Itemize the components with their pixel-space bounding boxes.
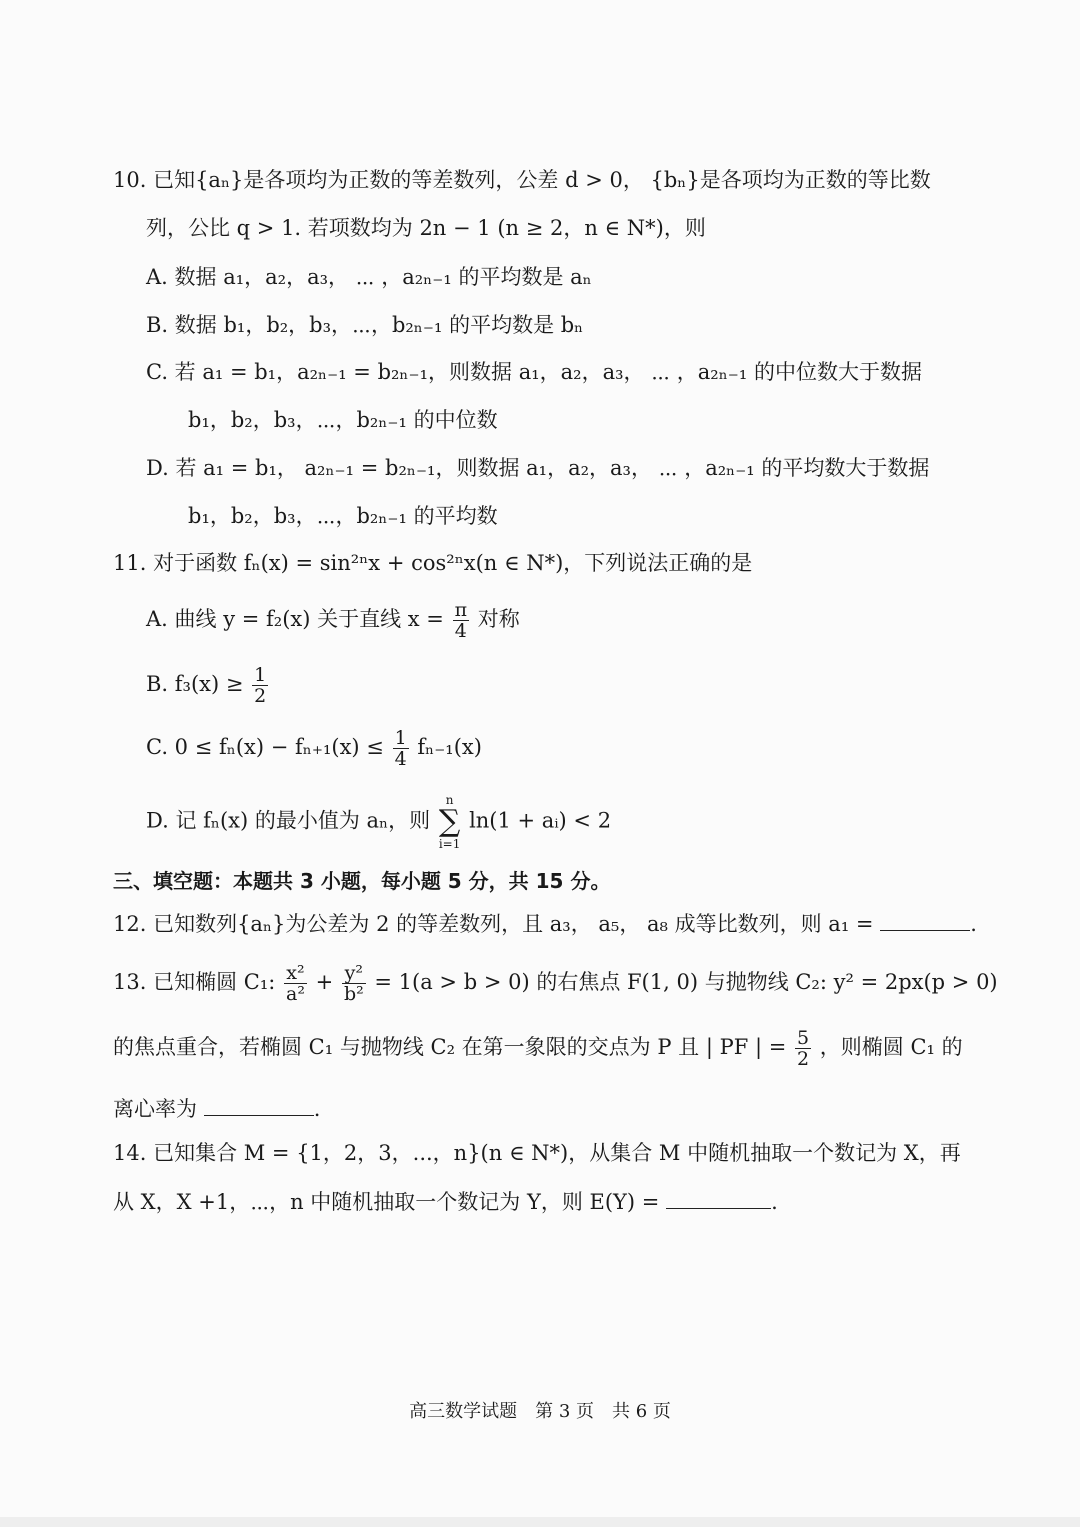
fraction-numerator: π <box>454 599 468 621</box>
q11-option-d <box>146 793 611 851</box>
q11-option-a-tail: 对称 <box>477 607 520 631</box>
fraction-denominator: a² <box>286 983 305 1005</box>
fraction-numerator: 1 <box>394 727 407 749</box>
q10-option-a: A. 数据 a₁，a₂，a₃， ⋯ ，a₂ₙ₋₁ 的平均数是 aₙ <box>146 265 592 289</box>
q10-option-d-line2: b₁，b₂，b₃，⋯，b₂ₙ₋₁ 的平均数 <box>188 504 498 528</box>
q11-option-b-fraction <box>252 665 268 706</box>
q11-option-c-text: C. 0 ≤ fₙ(x) − fₙ₊₁(x) ≤ <box>146 735 384 759</box>
fraction-numerator: 5 <box>797 1027 810 1049</box>
q13-line2 <box>113 1028 963 1069</box>
q13-fraction-x <box>284 963 307 1004</box>
q13-line3-text: 离心率为 <box>113 1097 197 1121</box>
q11-option-c-tail: fₙ₋₁(x) <box>417 735 482 759</box>
q14-line1: 14. 已知集合 M = {1，2，3，...，n}(n ∈ N*)，从集合 M 中随机抽取一个数记为 X，再 <box>113 1141 961 1165</box>
q13-fraction-pf <box>795 1028 811 1069</box>
fraction-numerator: x² <box>284 963 307 984</box>
fraction-denominator: 2 <box>797 1048 810 1070</box>
q14-line2-text: 从 X，X +1，⋯，n 中随机抽取一个数记为 Y，则 E(Y) = <box>113 1190 660 1214</box>
page-footer: 高三数学试题 第 3 页 共 6 页 <box>409 1401 671 1422</box>
q10-line2: 列，公比 q > 1. 若项数均为 2n − 1 (n ≥ 2，n ∈ N*)，则 <box>146 216 706 240</box>
page-bottom-edge <box>0 1517 1080 1527</box>
q10-option-c-line2: b₁，b₂，b₃，⋯，b₂ₙ₋₁ 的中位数 <box>188 408 498 432</box>
q13-line3: 离心率为 . <box>113 1097 321 1121</box>
section-title: 三、填空题：本题共 3 小题，每小题 5 分，共 15 分。 <box>113 869 611 893</box>
fraction-denominator: 4 <box>394 748 407 770</box>
q13-line2-tail: ，则椭圆 C₁ 的 <box>819 1035 963 1059</box>
q10-option-b: B. 数据 b₁，b₂，b₃，⋯，b₂ₙ₋₁ 的平均数是 bₙ <box>146 313 584 337</box>
q13-line2-text: 的焦点重合，若椭圆 C₁ 与抛物线 C₂ 在第一象限的交点为 P 且 | PF | = <box>113 1035 787 1059</box>
q11-option-a-text: A. 曲线 y = f₂(x) 关于直线 x = <box>146 607 444 631</box>
q12-answer-blank[interactable] <box>880 910 970 931</box>
q11-option-a-fraction <box>453 600 470 641</box>
q11-option-a <box>146 600 520 641</box>
q10-option-c-line1: C. 若 a₁ = b₁，a₂ₙ₋₁ = b₂ₙ₋₁，则数据 a₁，a₂，a₃， ⋯ ，a₂ₙ₋₁ 的中位数大于数据 <box>146 360 922 384</box>
summation-sigma: ∑ <box>438 804 461 839</box>
q14-line2: 从 X，X +1，⋯，n 中随机抽取一个数记为 Y，则 E(Y) = . <box>113 1190 778 1214</box>
fraction-numerator: y² <box>342 963 366 984</box>
q13-answer-blank[interactable] <box>204 1095 314 1116</box>
q12-text: 12. 已知数列{aₙ}为公差为 2 的等差数列，且 a₃， a₅， a₈ 成等比数列，则 a₁ = <box>113 912 874 936</box>
q10-line1: 10. 已知{aₙ}是各项均为正数的等差数列，公差 d > 0， {bₙ}是各项均为正数的等比数 <box>113 168 931 192</box>
q11-option-d-tail: ln(1 + aᵢ) < 2 <box>469 808 612 833</box>
fraction-numerator: 1 <box>254 664 267 686</box>
q14-answer-blank[interactable] <box>666 1188 771 1209</box>
q11-option-b <box>146 665 270 706</box>
summation-upper: n <box>445 793 454 807</box>
q13-fraction-y <box>342 963 366 1004</box>
q13-line1 <box>113 963 998 1004</box>
q12: 12. 已知数列{aₙ}为公差为 2 的等差数列，且 a₃， a₅， a₈ 成等比数列，则 a₁ = . <box>113 912 977 936</box>
summation <box>439 793 461 851</box>
plus-sign: + <box>315 970 334 994</box>
q11-stem: 11. 对于函数 fₙ(x) = sin²ⁿx + cos²ⁿx(n ∈ N*)，下列说法正确的是 <box>113 551 753 575</box>
q11-option-c <box>146 728 482 769</box>
fraction-denominator: 4 <box>454 620 467 642</box>
fraction-denominator: b² <box>343 983 364 1005</box>
q13-text: 13. 已知椭圆 C₁: <box>113 970 276 994</box>
q13-tail: = 1(a > b > 0) 的右焦点 F(1, 0) 与抛物线 C₂: y² = 2px(p > 0) <box>374 970 998 994</box>
q11-option-d-text: D. 记 fₙ(x) 的最小值为 aₙ，则 <box>146 808 431 833</box>
q10-option-d-line1: D. 若 a₁ = b₁， a₂ₙ₋₁ = b₂ₙ₋₁，则数据 a₁，a₂，a₃， ⋯ ，a₂ₙ₋₁ 的平均数大于数据 <box>146 456 930 480</box>
fraction-denominator: 2 <box>254 685 267 707</box>
summation-lower: i=1 <box>438 837 461 851</box>
q11-option-b-text: B. f₃(x) ≥ <box>146 672 244 696</box>
q11-option-c-fraction <box>393 728 409 769</box>
